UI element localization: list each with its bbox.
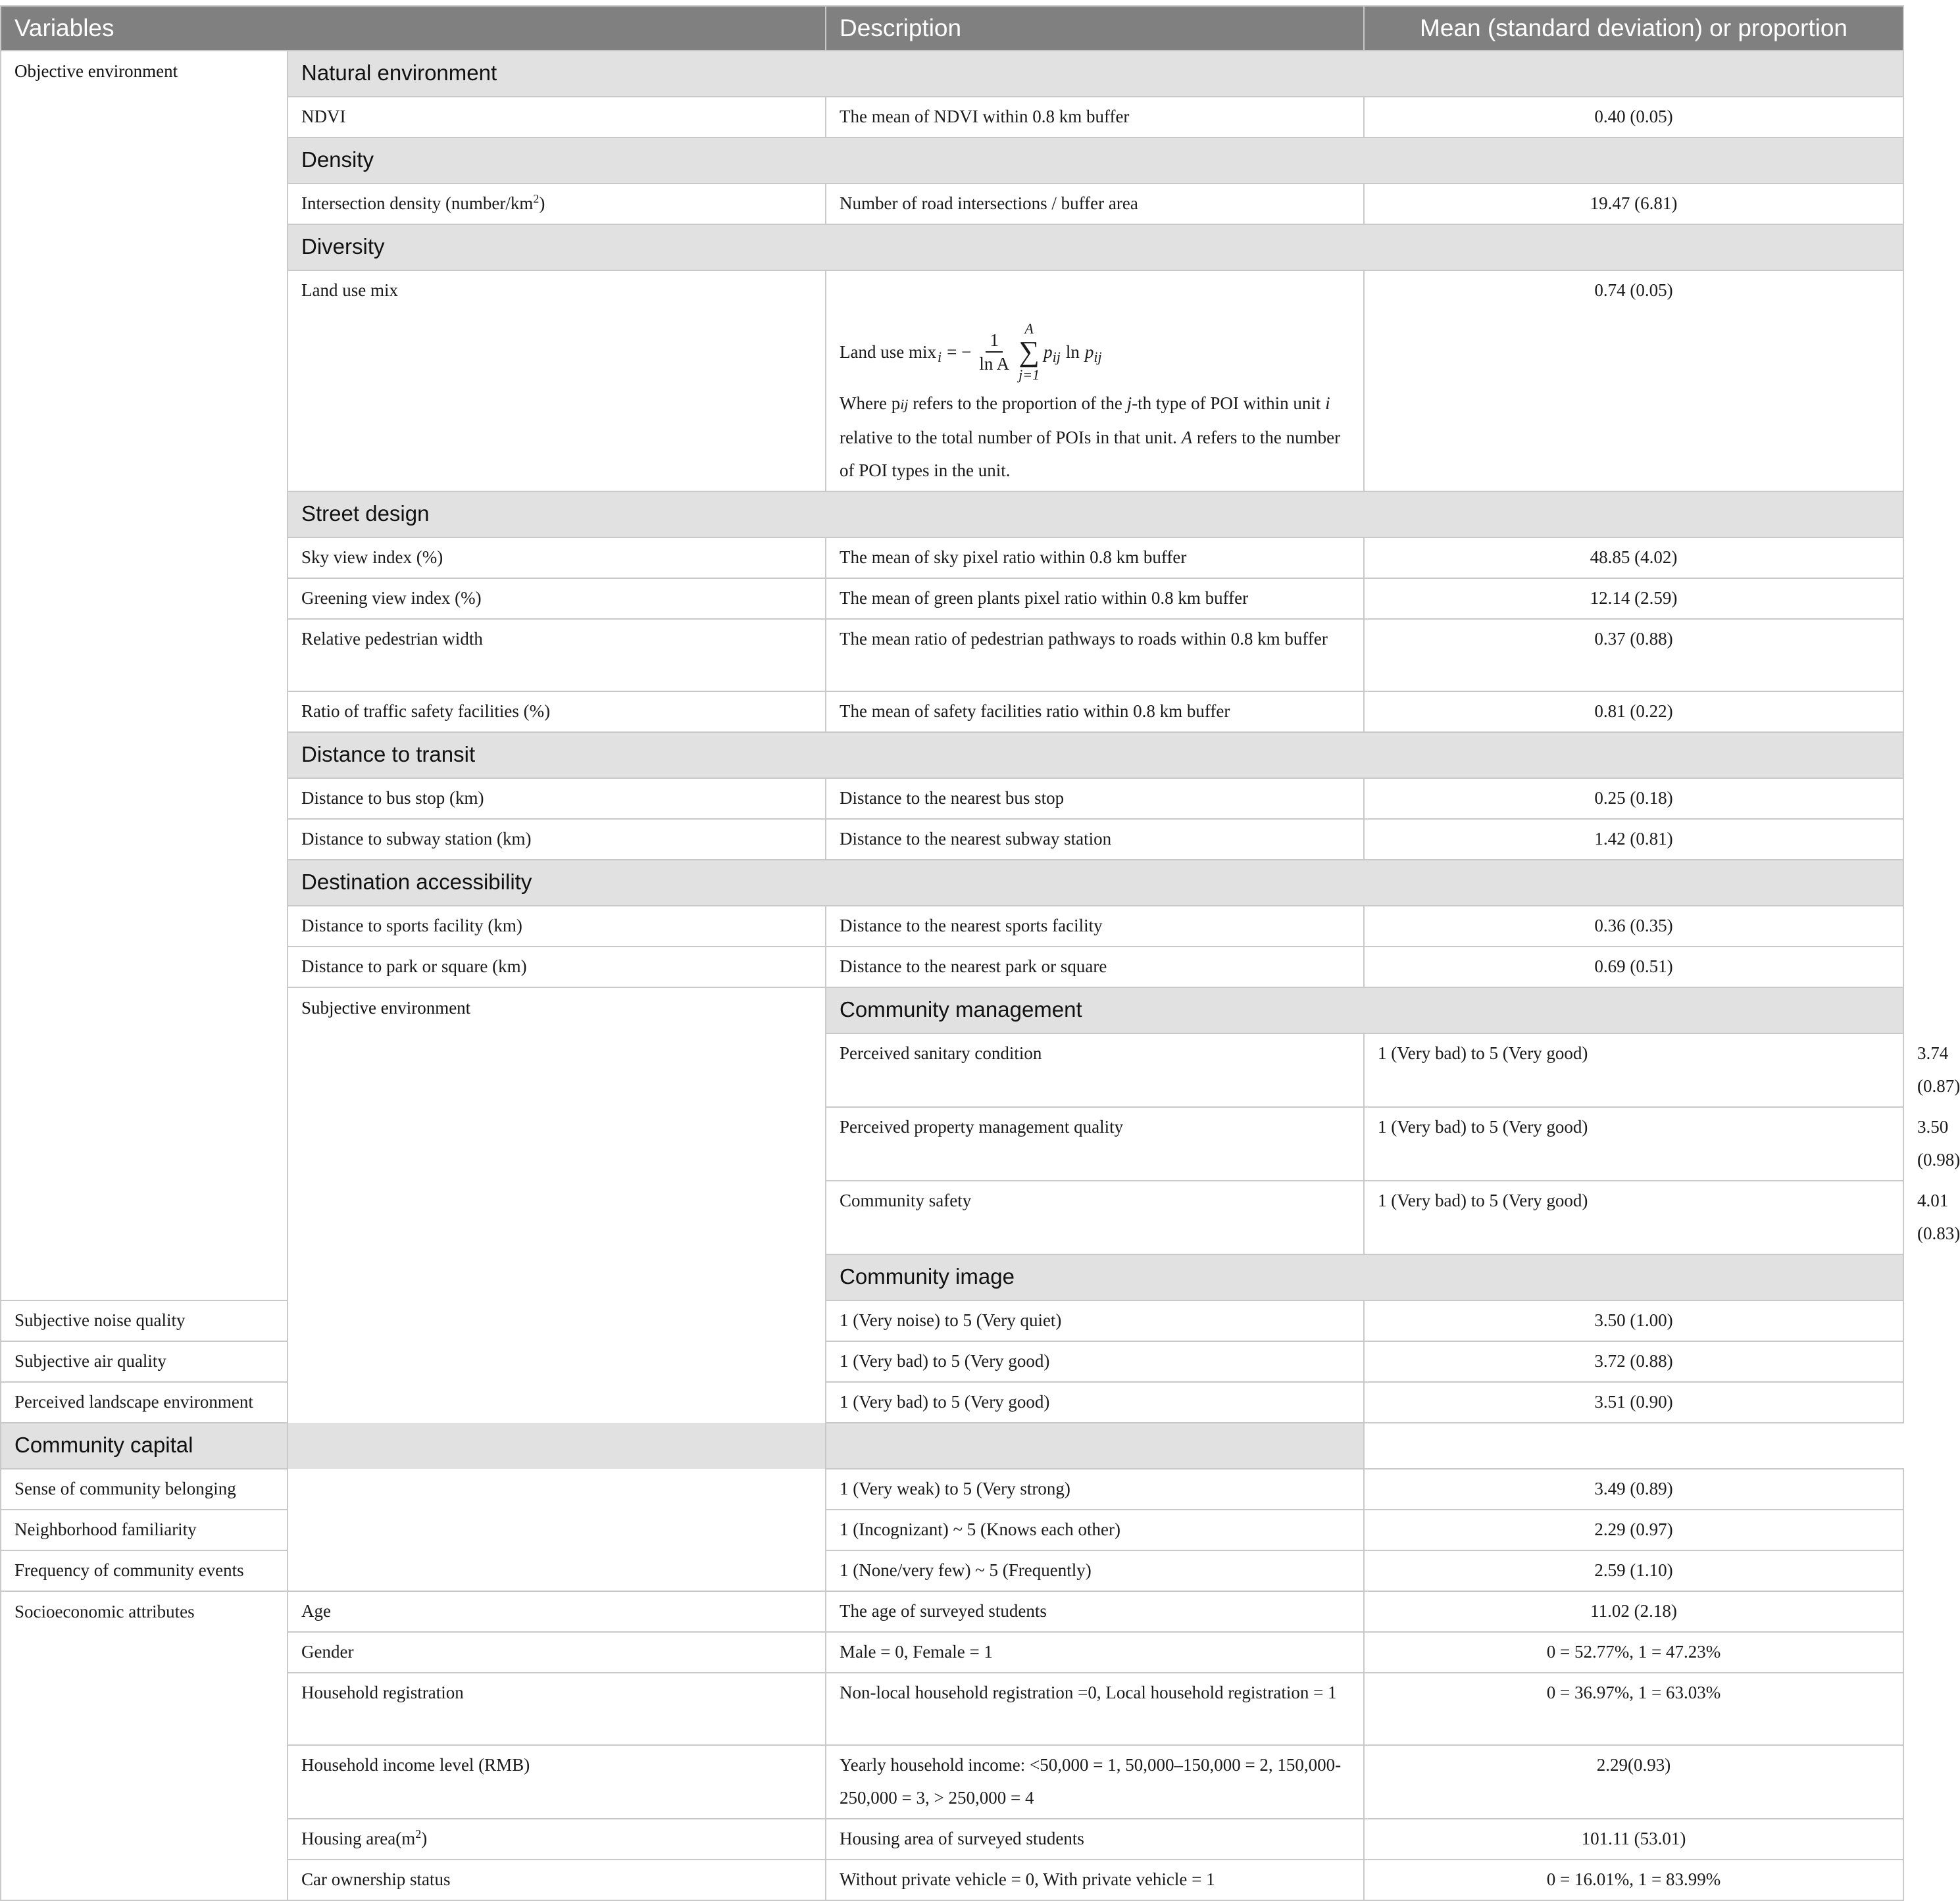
row-desc: Housing area of surveyed students: [826, 1819, 1364, 1860]
row-desc: Without private vehicle = 0, With private vehicle = 1: [826, 1860, 1364, 1900]
header-description: Description: [826, 6, 1364, 51]
landuse-formula: Land use mix i = − $\frac{1}{\text{ln A}}$ A ∑ j=1 p ij ln p ij: [840, 320, 1102, 383]
variables-table: [0, 5, 1960, 1901]
row-value: 0.74 (0.05): [1364, 270, 1903, 491]
row-name: Subjective air quality: [1, 1341, 288, 1382]
row-value: 0.36 (0.35): [1364, 906, 1903, 947]
category-objective: Objective environment: [1, 51, 288, 1300]
row-name: Car ownership status: [288, 1860, 826, 1900]
row-value: 0 = 16.01%, 1 = 83.99%: [1364, 1860, 1903, 1900]
row-value: 3.50 (1.00): [1364, 1300, 1903, 1341]
row-name: Land use mix: [288, 270, 826, 491]
subheader-community-image: Community image: [826, 1254, 1903, 1300]
subheader-natural-environment: Natural environment: [288, 51, 1903, 97]
table-row: Perceived sanitary condition 1 (Very bad) to 5 (Very good) 3.74 (0.87): [1, 1033, 1903, 1107]
row-value: 0.37 (0.88): [1364, 619, 1903, 691]
row-name: Perceived property management quality: [826, 1107, 1364, 1181]
header-row: [1, 6, 1903, 51]
subheader-diversity: Diversity: [288, 224, 1903, 270]
row-value: 19.47 (6.81): [1364, 184, 1903, 224]
row-name: Distance to sports facility (km): [288, 906, 826, 947]
row-name: Perceived landscape environment: [1, 1382, 288, 1423]
row-desc: 1 (Very bad) to 5 (Very good): [1364, 1181, 1903, 1254]
subheader-destination-accessibility: Destination accessibility: [288, 860, 1903, 906]
row-desc: 1 (Very bad) to 5 (Very good): [826, 1341, 1364, 1382]
table-row: Community safety 1 (Very bad) to 5 (Very good) 4.01 (0.83): [1, 1181, 1903, 1254]
row-value: 12.14 (2.59): [1364, 578, 1903, 619]
row-desc: Non-local household registration =0, Local household registration = 1: [826, 1673, 1364, 1745]
row-name: Age: [288, 1591, 826, 1632]
subheader-distance-to-transit: Distance to transit: [288, 732, 1903, 778]
row-value: 0 = 52.77%, 1 = 47.23%: [1364, 1632, 1903, 1673]
row-name: Intersection density $(number/km^2)$: [288, 184, 826, 224]
subheader-density: Density: [288, 137, 1903, 184]
row-desc: 1 (Very weak) to 5 (Very strong): [826, 1469, 1364, 1510]
row-desc: 1 (Very bad) to 5 (Very good): [1364, 1033, 1903, 1107]
table-row: [1, 1591, 1903, 1632]
table-row: [1, 1300, 1903, 1341]
row-desc: 1 (Incognizant) ~ 5 (Knows each other): [826, 1510, 1364, 1550]
subheader-street-design: Street design: [288, 491, 1903, 537]
row-desc: Distance to the nearest sports facility: [826, 906, 1364, 947]
row-name: Subjective noise quality: [1, 1300, 288, 1341]
row-value: 2.29 (0.97): [1364, 1510, 1903, 1550]
row-value: 3.49 (0.89): [1364, 1469, 1903, 1510]
row-value: 101.11 (53.01): [1364, 1819, 1903, 1860]
row-desc: Distance to the nearest bus stop: [826, 778, 1364, 819]
header-mean: Mean (standard deviation) or proportion: [1364, 6, 1903, 51]
row-desc: The mean of NDVI within 0.8 km buffer: [826, 97, 1364, 137]
row-value: 2.59 (1.10): [1364, 1550, 1903, 1591]
row-desc: Yearly household income: <50,000 = 1, 50,000–150,000 = 2, 150,000-250,000 = 3, > 250,000 = 4: [826, 1745, 1364, 1819]
row-desc: Number of road intersections / buffer area: [826, 184, 1364, 224]
landuse-formula-cell: [826, 270, 1364, 491]
row-desc: The age of surveyed students: [826, 1591, 1364, 1632]
row-name: Housing $area(m^2)$: [288, 1819, 826, 1860]
header-variables: Variables: [1, 6, 826, 51]
row-name: Neighborhood familiarity: [1, 1510, 288, 1550]
row-name: Sense of community belonging: [1, 1469, 288, 1510]
table-row: [1, 1469, 1903, 1510]
formula-fraction: $\frac{1}{\text{ln A}}$: [979, 330, 1010, 374]
row-name: Sky view index (%): [288, 537, 826, 578]
row-name: Household registration: [288, 1673, 826, 1745]
row-value: 3.51 (0.90): [1364, 1382, 1903, 1423]
row-value: 0.40 (0.05): [1364, 97, 1903, 137]
row-value: 11.02 (2.18): [1364, 1591, 1903, 1632]
row-name: NDVI: [288, 97, 826, 137]
row-name: Relative pedestrian width: [288, 619, 826, 691]
formula-explanation: Where pij refers to the proportion of the j-th type of POI within unit i relative to the total number of POIs in that unit. A refers to the number of POI types in the unit.: [840, 393, 1341, 480]
row-desc: The mean of safety facilities ratio within 0.8 km buffer: [826, 691, 1364, 732]
subheader-community-capital: Community capital: [1, 1423, 1364, 1469]
formula-sum: A ∑ j=1: [1018, 320, 1040, 383]
row-value: 48.85 (4.02): [1364, 537, 1903, 578]
row-desc: Distance to the nearest subway station: [826, 819, 1364, 860]
row-desc: Distance to the nearest park or square: [826, 947, 1364, 987]
category-socioeconomic: Socioeconomic attributes: [1, 1591, 288, 1900]
table-row: [1, 1510, 1903, 1550]
row-desc: 1 (Very bad) to 5 (Very good): [1364, 1107, 1903, 1181]
table-row: [1, 1382, 1903, 1423]
table-row: [1, 1550, 1903, 1591]
row-value: 1.42 (0.81): [1364, 819, 1903, 860]
row-name: Perceived sanitary condition: [826, 1033, 1364, 1107]
row-name: Household income level (RMB): [288, 1745, 826, 1819]
row-desc: 1 (Very bad) to 5 (Very good): [826, 1382, 1364, 1423]
row-name: Distance to bus stop (km): [288, 778, 826, 819]
subheader-community-management: Community management: [826, 987, 1903, 1033]
row-name: Community safety: [826, 1181, 1364, 1254]
row-name: Distance to park or square (km): [288, 947, 826, 987]
subheader-row: [1, 51, 1903, 97]
table-row: [1, 1341, 1903, 1382]
row-desc: 1 (None/very few) ~ 5 (Frequently): [826, 1550, 1364, 1591]
row-value: 0.81 (0.22): [1364, 691, 1903, 732]
row-desc: The mean ratio of pedestrian pathways to roads within 0.8 km buffer: [826, 619, 1364, 691]
row-desc: The mean of sky pixel ratio within 0.8 km buffer: [826, 537, 1364, 578]
row-value: 3.72 (0.88): [1364, 1341, 1903, 1382]
row-desc: Male = 0, Female = 1: [826, 1632, 1364, 1673]
row-name: Ratio of traffic safety facilities (%): [288, 691, 826, 732]
row-value: 0.25 (0.18): [1364, 778, 1903, 819]
row-name: Distance to subway station (km): [288, 819, 826, 860]
subheader-row: [1, 1423, 1903, 1469]
category-subjective: Subjective environment: [288, 987, 826, 1591]
row-desc: 1 (Very noise) to 5 (Very quiet): [826, 1300, 1364, 1341]
row-value: 2.29(0.93): [1364, 1745, 1903, 1819]
row-value: 0 = 36.97%, 1 = 63.03%: [1364, 1673, 1903, 1745]
row-value: 0.69 (0.51): [1364, 947, 1903, 987]
table-row: Perceived property management quality 1 (Very bad) to 5 (Very good) 3.50 (0.98): [1, 1107, 1903, 1181]
row-name: Gender: [288, 1632, 826, 1673]
row-name: Greening view index (%): [288, 578, 826, 619]
row-desc: The mean of green plants pixel ratio within 0.8 km buffer: [826, 578, 1364, 619]
row-name: Frequency of community events: [1, 1550, 288, 1591]
